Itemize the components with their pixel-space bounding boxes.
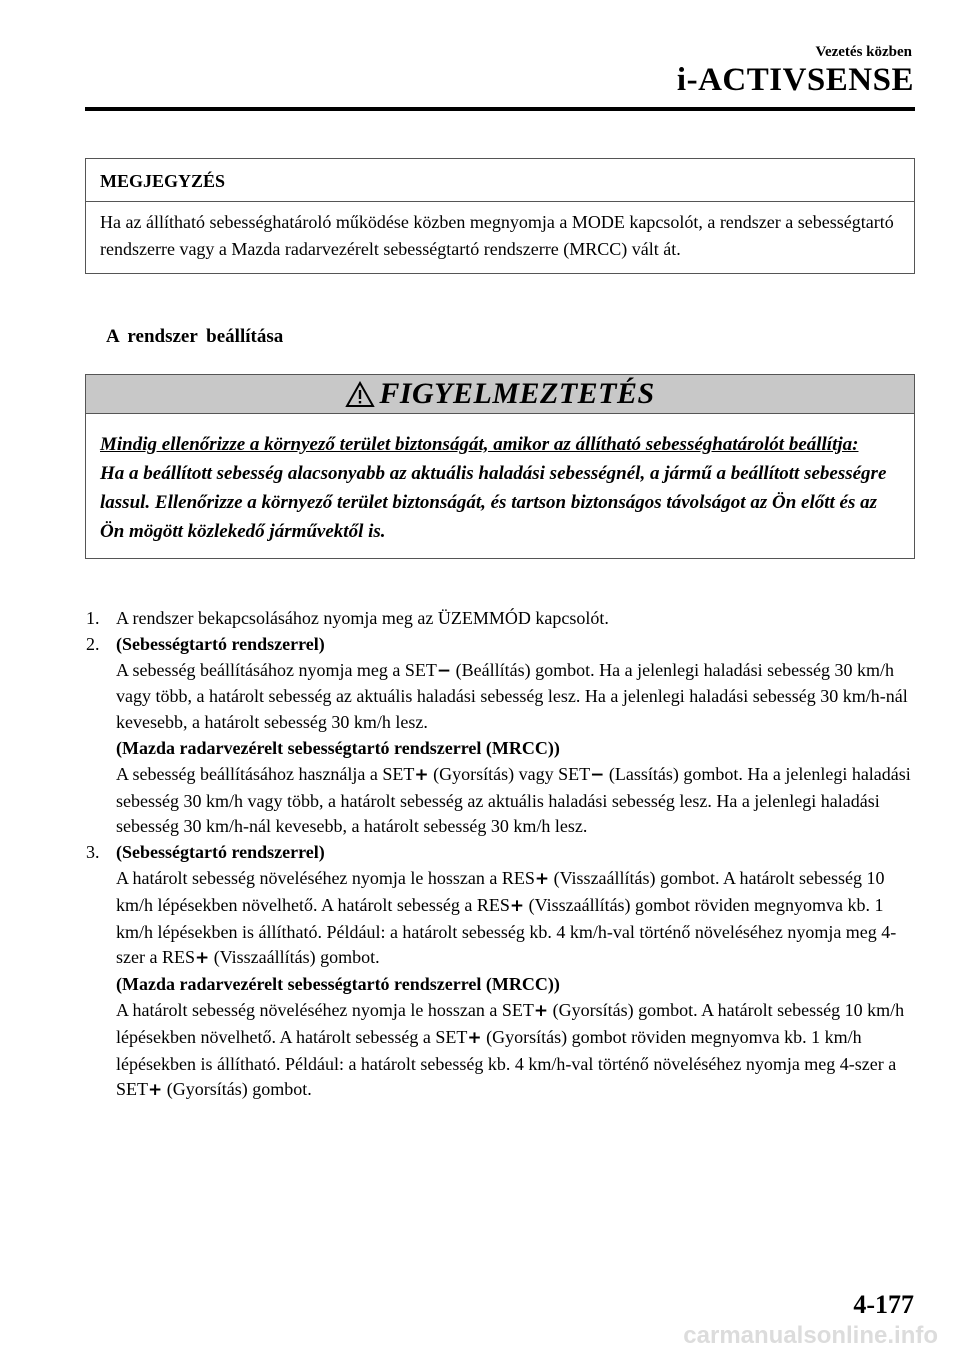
step-paragraph: A sebesség beállításához használja a SET+ (Gyorsítás) vagy SET− (Lassítás) gombot. Ha a jelenlegi haladási sebesség 30 km/h vagy több, a határolt sebesség az aktuális haladási sebesség lesz. Ha a jelenlegi haladási sebesség 30 km/h-nál kevesebb, a határolt sebesség 30 km/h lesz. xyxy=(116,763,911,837)
warning-body xyxy=(86,414,914,558)
plus-symbol: + xyxy=(509,895,525,916)
warning-header xyxy=(86,375,914,414)
step-subheading: (Sebességtartó rendszerrel) xyxy=(116,633,325,654)
step-subheading: (Sebességtartó rendszerrel) xyxy=(116,842,325,863)
step-3 xyxy=(86,840,916,1104)
watermark: carmanualsonline.info xyxy=(683,1322,938,1349)
plus-symbol: + xyxy=(414,764,429,785)
steps-list xyxy=(86,606,916,1104)
warning-box xyxy=(85,374,915,559)
step-subheading: (Mazda radarvezérelt sebességtartó rendszerrel (MRCC)) xyxy=(116,737,560,758)
plus-symbol: + xyxy=(148,1080,163,1101)
header-title: i-ACTIVSENSE xyxy=(676,62,914,98)
minus-symbol: − xyxy=(436,660,452,681)
warning-triangle-icon xyxy=(345,381,375,408)
step-text: A rendszer bekapcsolásához nyomja meg az ÜZEMMÓD kapcsolót. xyxy=(116,608,609,628)
page-number: 4-177 xyxy=(853,1290,914,1319)
plus-symbol: + xyxy=(533,1000,549,1021)
step-subheading: (Mazda radarvezérelt sebességtartó rendszerrel (MRCC)) xyxy=(116,974,560,995)
warning-underlined-text: Mindig ellenőrizze a környező terület biztonságát, amikor az állítható sebességhatárolót beállítja: xyxy=(100,434,859,455)
plus-symbol: + xyxy=(194,948,210,969)
section-heading: A rendszer beállítása xyxy=(106,326,284,347)
note-heading: MEGJEGYZÉS xyxy=(86,159,914,202)
note-text: Ha az állítható sebességhatároló működése közben megnyomja a MODE kapcsolót, a rendszer a sebességtartó rendszerre vagy a Mazda radarvezérelt sebességtartó rendszerre (MRCC) vált át. xyxy=(100,212,894,259)
step-paragraph: A határolt sebesség növeléséhez nyomja le hosszan a RES+ (Visszaállítás) gombot. A határolt sebesség 10 km/h lépésekben növelhető. A határolt sebesség a RES+ (Visszaállítás) gombot röviden megnyomva kb. 1 km/h lépésekben is állítható. Például: a határolt sebesség kb. 4 km/h-val történő növeléséhez nyomja meg 4-szer a RES+ (Visszaállítás) gombot. xyxy=(116,867,897,969)
step-2 xyxy=(86,632,916,840)
header-subtitle: Vezetés közben xyxy=(815,44,912,60)
step-number: 2. xyxy=(86,633,100,654)
warning-title: FIGYELMEZTETÉS xyxy=(379,377,655,410)
plus-symbol: + xyxy=(467,1027,482,1048)
warning-text: Ha a beállított sebesség alacsonyabb az aktuális haladási sebességnél, a jármű a beállított sebességre lassul. Ellenőrizze a környező terület biztonságát, és tartson biztonságos távolságot az Ön előtt és az Ön mögött közlekedő járművektől is. xyxy=(100,463,887,542)
step-paragraph: A határolt sebesség növeléséhez nyomja le hosszan a SET+ (Gyorsítás) gombot. A határolt sebesség 10 km/h lépésekben növelhető. A határolt sebesség a SET+ (Gyorsítás) gombot röviden megnyomva kb. 1 km/h lépésekben is állítható. Például: a határolt sebesség kb. 4 km/h-val történő növeléséhez nyomja meg 4-szer a SET+ (Gyorsítás) gombot. xyxy=(116,999,905,1101)
step-1 xyxy=(86,606,916,632)
step-number: 1. xyxy=(86,608,100,628)
note-box xyxy=(85,158,915,274)
plus-symbol: + xyxy=(534,868,550,889)
minus-symbol: − xyxy=(590,764,605,785)
step-paragraph: A sebesség beállításához nyomja meg a SET− (Beállítás) gombot. Ha a jelenlegi haladási sebesség 30 km/h vagy több, a határolt sebesség az aktuális haladási sebesség lesz. Ha a jelenlegi haladási sebesség 30 km/h-nál kevesebb, a határolt sebesség 30 km/h lesz. xyxy=(116,659,908,733)
header-rule xyxy=(85,107,915,111)
step-number: 3. xyxy=(86,842,100,863)
